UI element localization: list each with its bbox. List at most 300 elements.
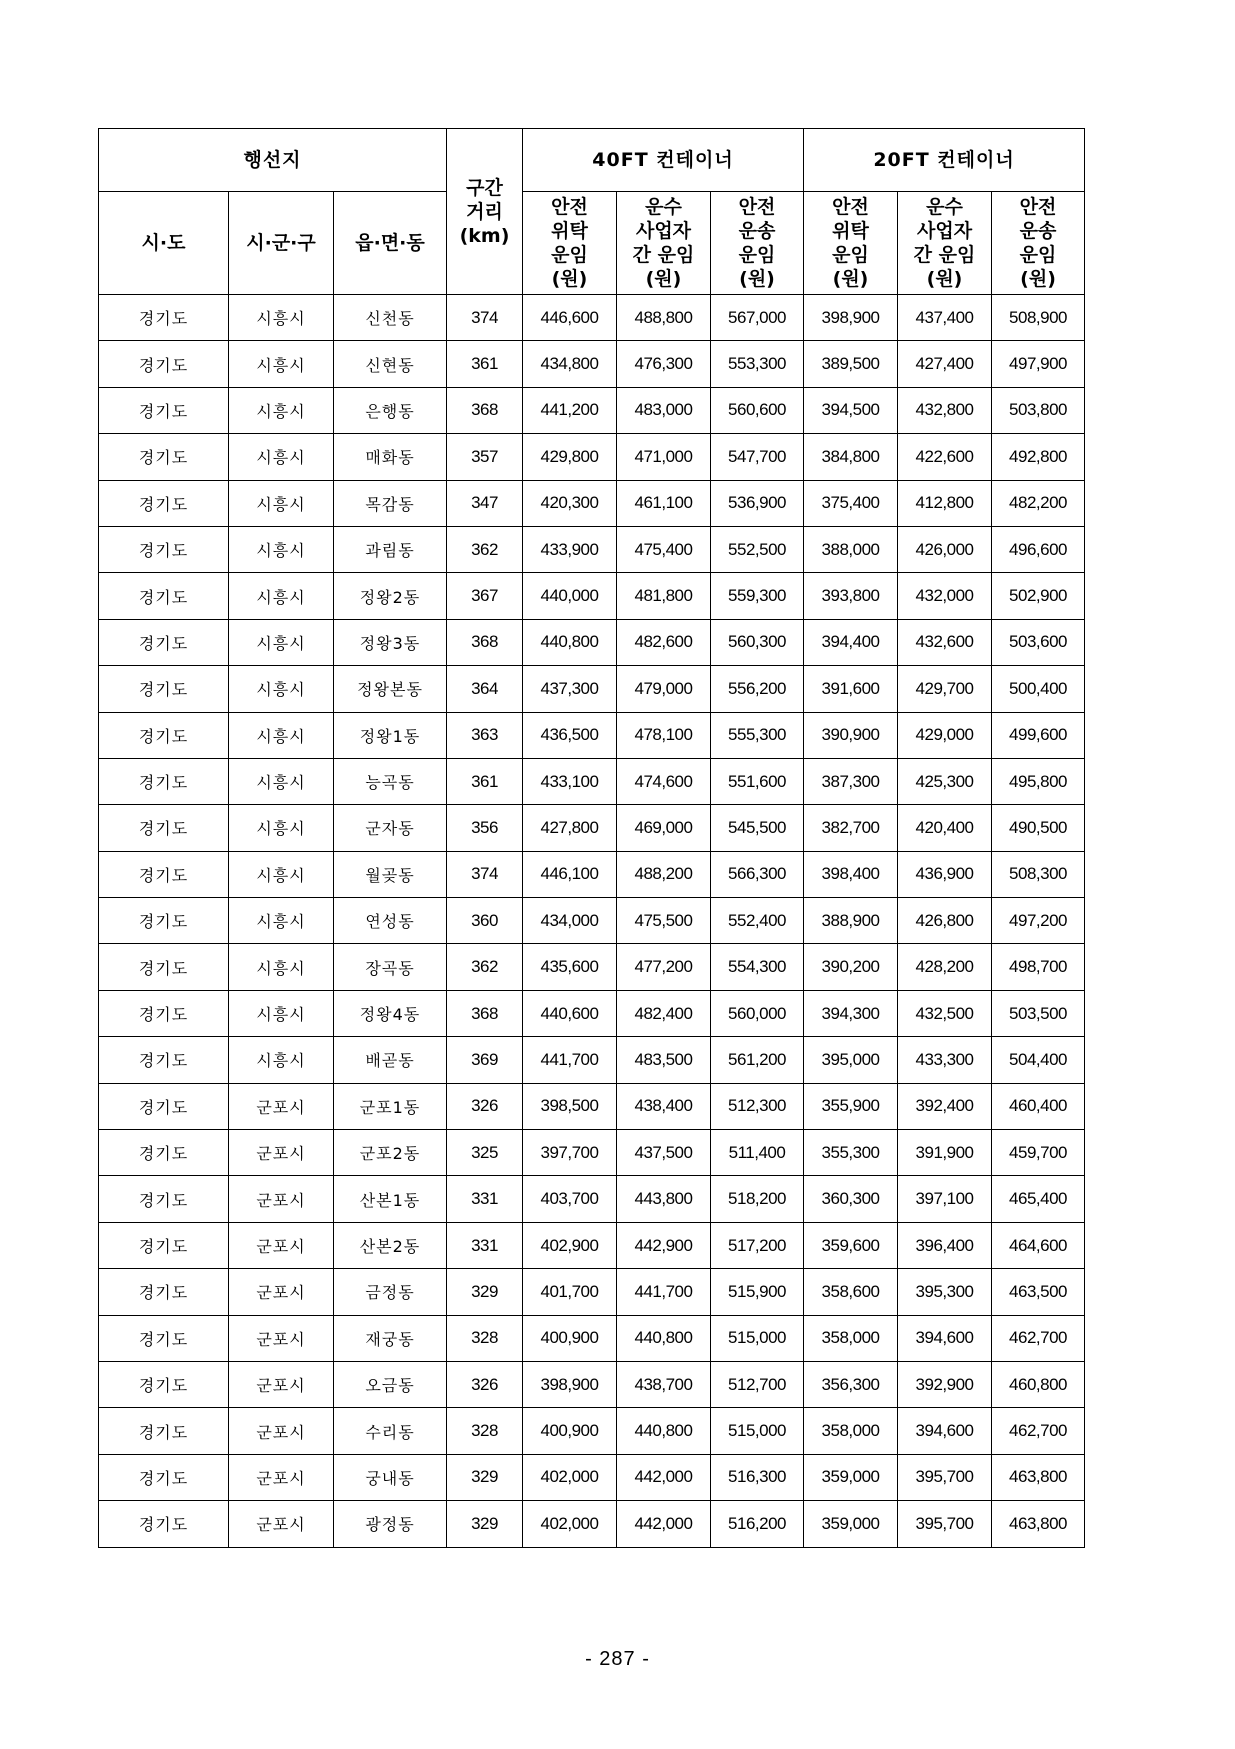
eupmyeondong-cell: 궁내동 [334,1454,447,1500]
20ft-safe-transport-fare-cell: 462,700 [992,1408,1085,1454]
40ft-safe-transport-fare-cell: 517,200 [711,1222,804,1268]
40ft-safe-transport-fare-cell: 567,000 [711,295,804,341]
20ft-carrier-fare-cell: 429,700 [898,666,992,712]
sido-cell: 경기도 [99,1454,229,1500]
eupmyeondong-cell: 재궁동 [334,1315,447,1361]
40ft-carrier-fare-cell: 440,800 [617,1315,711,1361]
20ft-carrier-fare-cell: 432,000 [898,573,992,619]
40ft-safe-transport-fare-cell: 511,400 [711,1130,804,1176]
20ft-safe-transport-fare-cell: 502,900 [992,573,1085,619]
header-line: 운임 [832,244,869,266]
table-row [99,573,1085,619]
40ft-safe-transport-fare-cell: 552,500 [711,526,804,572]
40ft-carrier-fare-cell: 469,000 [617,805,711,851]
sido-cell: 경기도 [99,434,229,480]
40ft-carrier-fare-cell: 471,000 [617,434,711,480]
40ft-safe-consign-fare-cell: 427,800 [523,805,617,851]
distance-header-line: (km) [459,224,510,247]
40ft-carrier-fare-cell: 461,100 [617,480,711,526]
eupmyeondong-cell: 연성동 [334,898,447,944]
eupmyeondong-cell: 군포2동 [334,1130,447,1176]
40ft-safe-consign-fare-header [523,192,617,295]
40ft-safe-consign-fare-cell: 446,600 [523,295,617,341]
40ft-safe-consign-fare-cell: 401,700 [523,1269,617,1315]
distance-cell: 356 [447,805,523,851]
40ft-safe-transport-fare-cell: 553,300 [711,341,804,387]
sido-cell: 경기도 [99,1176,229,1222]
20ft-safe-consign-fare-cell: 388,900 [804,898,898,944]
distance-cell: 360 [447,898,523,944]
header-line: (원) [551,268,588,290]
40ft-carrier-fare-cell: 443,800 [617,1176,711,1222]
distance-cell: 328 [447,1408,523,1454]
20ft-safe-transport-fare-cell: 500,400 [992,666,1085,712]
sido-cell: 경기도 [99,712,229,758]
sido-cell: 경기도 [99,898,229,944]
header-line: (원) [832,268,869,290]
40ft-carrier-fare-cell: 482,400 [617,990,711,1036]
table-row [99,295,1085,341]
20ft-safe-consign-fare-header [804,192,898,295]
20ft-safe-consign-fare-cell: 394,400 [804,619,898,665]
eupmyeondong-cell: 정왕2동 [334,573,447,619]
header-line: 사업자 [916,220,973,242]
20ft-safe-transport-fare-cell: 498,700 [992,944,1085,990]
table-row [99,666,1085,712]
table-row [99,1222,1085,1268]
table-row [99,1037,1085,1083]
eupmyeondong-cell: 목감동 [334,480,447,526]
20ft-safe-transport-fare-cell: 503,600 [992,619,1085,665]
20ft-carrier-fare-cell: 392,900 [898,1361,992,1407]
sigungu-cell: 군포시 [229,1408,334,1454]
table-row [99,712,1085,758]
40ft-safe-consign-fare-cell: 437,300 [523,666,617,712]
sigungu-cell: 군포시 [229,1222,334,1268]
distance-cell: 368 [447,387,523,433]
header-line: 위탁 [832,220,869,242]
header-line: 운수 [645,196,682,218]
20ft-carrier-fare-cell: 427,400 [898,341,992,387]
eupmyeondong-cell: 수리동 [334,1408,447,1454]
40ft-safe-transport-fare-cell: 554,300 [711,944,804,990]
20ft-safe-consign-fare-cell: 355,300 [804,1130,898,1176]
40ft-carrier-fare-cell: 482,600 [617,619,711,665]
20ft-safe-transport-fare-cell: 463,800 [992,1501,1085,1547]
20ft-safe-transport-fare-cell: 503,500 [992,990,1085,1036]
40ft-safe-transport-fare-cell: 516,300 [711,1454,804,1500]
20ft-carrier-fare-cell: 436,900 [898,851,992,897]
40ft-safe-consign-fare-cell: 398,500 [523,1083,617,1129]
40ft-safe-transport-fare-cell: 547,700 [711,434,804,480]
20ft-carrier-fare-cell: 412,800 [898,480,992,526]
table-row [99,480,1085,526]
40ft-safe-transport-fare-cell: 516,200 [711,1501,804,1547]
20ft-carrier-fare-cell: 394,600 [898,1408,992,1454]
20ft-safe-transport-fare-cell: 497,200 [992,898,1085,944]
20ft-safe-transport-fare-cell: 508,300 [992,851,1085,897]
40ft-container-header: 40FT 컨테이너 [523,129,804,192]
table-row [99,434,1085,480]
header-line: 사업자 [635,220,692,242]
40ft-carrier-fare-cell: 442,900 [617,1222,711,1268]
40ft-carrier-fare-cell: 438,700 [617,1361,711,1407]
20ft-carrier-fare-cell: 433,300 [898,1037,992,1083]
40ft-safe-consign-fare-cell: 441,200 [523,387,617,433]
40ft-safe-consign-fare-cell: 434,000 [523,898,617,944]
sido-cell: 경기도 [99,387,229,433]
20ft-carrier-fare-cell: 425,300 [898,758,992,804]
header-line: 간 운임 [632,244,695,266]
20ft-carrier-fare-header [898,192,992,295]
distance-cell: 361 [447,341,523,387]
40ft-carrier-fare-cell: 438,400 [617,1083,711,1129]
20ft-carrier-fare-cell: 394,600 [898,1315,992,1361]
sigungu-cell: 시흥시 [229,573,334,619]
20ft-safe-transport-fare-cell: 508,900 [992,295,1085,341]
distance-cell: 363 [447,712,523,758]
20ft-safe-transport-fare-cell: 463,500 [992,1269,1085,1315]
40ft-carrier-fare-cell: 483,500 [617,1037,711,1083]
sido-cell: 경기도 [99,666,229,712]
20ft-safe-transport-fare-cell: 495,800 [992,758,1085,804]
header-line: 운송 [738,220,776,242]
40ft-safe-consign-fare-cell: 402,900 [523,1222,617,1268]
table-row [99,619,1085,665]
40ft-safe-transport-fare-cell: 556,200 [711,666,804,712]
40ft-carrier-fare-cell: 442,000 [617,1501,711,1547]
eupmyeondong-cell: 은행동 [334,387,447,433]
20ft-safe-transport-fare-cell: 462,700 [992,1315,1085,1361]
20ft-safe-transport-fare-cell: 463,800 [992,1454,1085,1500]
20ft-safe-consign-fare-cell: 393,800 [804,573,898,619]
distance-cell: 369 [447,1037,523,1083]
sido-cell: 경기도 [99,1037,229,1083]
20ft-safe-transport-fare-header [992,192,1085,295]
table-row [99,1501,1085,1547]
20ft-carrier-fare-cell: 396,400 [898,1222,992,1268]
20ft-safe-consign-fare-cell: 359,000 [804,1454,898,1500]
40ft-safe-consign-fare-cell: 440,800 [523,619,617,665]
distance-cell: 357 [447,434,523,480]
20ft-safe-consign-fare-cell: 390,900 [804,712,898,758]
20ft-safe-consign-fare-cell: 389,500 [804,341,898,387]
eupmyeondong-cell: 월곶동 [334,851,447,897]
40ft-safe-transport-fare-cell: 555,300 [711,712,804,758]
20ft-carrier-fare-cell: 437,400 [898,295,992,341]
20ft-container-header: 20FT 컨테이너 [804,129,1085,192]
distance-cell: 329 [447,1269,523,1315]
40ft-safe-transport-fare-cell: 560,600 [711,387,804,433]
20ft-safe-consign-fare-cell: 382,700 [804,805,898,851]
20ft-safe-consign-fare-cell: 390,200 [804,944,898,990]
40ft-safe-transport-fare-cell: 552,400 [711,898,804,944]
20ft-safe-consign-fare-cell: 398,900 [804,295,898,341]
20ft-carrier-fare-cell: 432,500 [898,990,992,1036]
40ft-carrier-fare-cell: 475,400 [617,526,711,572]
eupmyeondong-cell: 매화동 [334,434,447,480]
sigungu-cell: 시흥시 [229,805,334,851]
eupmyeondong-cell: 산본1동 [334,1176,447,1222]
sigungu-cell: 시흥시 [229,990,334,1036]
40ft-carrier-fare-cell: 441,700 [617,1269,711,1315]
distance-header-line: 구간 [466,176,503,199]
40ft-carrier-fare-cell: 479,000 [617,666,711,712]
table-row [99,1361,1085,1407]
40ft-safe-consign-fare-cell: 398,900 [523,1361,617,1407]
sido-cell: 경기도 [99,619,229,665]
sigungu-cell: 시흥시 [229,480,334,526]
40ft-safe-consign-fare-cell: 446,100 [523,851,617,897]
40ft-safe-transport-fare-cell: 566,300 [711,851,804,897]
40ft-safe-consign-fare-cell: 435,600 [523,944,617,990]
eupmyeondong-cell: 과림동 [334,526,447,572]
table-header [99,129,1085,295]
20ft-carrier-fare-cell: 395,700 [898,1454,992,1500]
20ft-safe-consign-fare-cell: 387,300 [804,758,898,804]
40ft-safe-consign-fare-cell: 433,900 [523,526,617,572]
eupmyeondong-cell: 오금동 [334,1361,447,1407]
40ft-carrier-fare-cell: 488,800 [617,295,711,341]
20ft-safe-consign-fare-cell: 375,400 [804,480,898,526]
sido-cell: 경기도 [99,526,229,572]
40ft-safe-consign-fare-cell: 400,900 [523,1315,617,1361]
sido-cell: 경기도 [99,480,229,526]
sido-cell: 경기도 [99,1083,229,1129]
table-row [99,341,1085,387]
40ft-safe-consign-fare-cell: 433,100 [523,758,617,804]
40ft-safe-transport-fare-cell: 515,000 [711,1315,804,1361]
sido-cell: 경기도 [99,573,229,619]
20ft-safe-transport-fare-cell: 499,600 [992,712,1085,758]
40ft-safe-consign-fare-cell: 400,900 [523,1408,617,1454]
sido-header: 시·도 [99,192,229,295]
40ft-carrier-fare-cell: 475,500 [617,898,711,944]
page-number: - 287 - [585,1648,650,1670]
distance-cell: 331 [447,1222,523,1268]
40ft-safe-consign-fare-cell: 434,800 [523,341,617,387]
sigungu-cell: 군포시 [229,1269,334,1315]
20ft-safe-transport-fare-cell: 497,900 [992,341,1085,387]
distance-cell: 325 [447,1130,523,1176]
table-row [99,1315,1085,1361]
40ft-carrier-fare-cell: 442,000 [617,1454,711,1500]
table-row [99,805,1085,851]
20ft-carrier-fare-cell: 420,400 [898,805,992,851]
40ft-carrier-fare-cell: 481,800 [617,573,711,619]
header-line: (원) [926,268,963,290]
distance-cell: 326 [447,1083,523,1129]
eupmyeondong-cell: 정왕1동 [334,712,447,758]
header-line: 운임 [738,244,776,266]
40ft-safe-transport-fare-cell: 512,700 [711,1361,804,1407]
20ft-safe-consign-fare-cell: 394,300 [804,990,898,1036]
distance-cell: 368 [447,990,523,1036]
sigungu-cell: 시흥시 [229,341,334,387]
header-line: 운임 [1019,244,1057,266]
distance-cell: 374 [447,295,523,341]
distance-cell: 331 [447,1176,523,1222]
40ft-safe-transport-fare-cell: 551,600 [711,758,804,804]
20ft-carrier-fare-cell: 395,300 [898,1269,992,1315]
20ft-safe-consign-fare-cell: 360,300 [804,1176,898,1222]
table-row [99,387,1085,433]
sido-cell: 경기도 [99,1408,229,1454]
40ft-safe-transport-fare-cell: 559,300 [711,573,804,619]
eupmyeondong-cell: 광정동 [334,1501,447,1547]
distance-cell: 347 [447,480,523,526]
40ft-safe-consign-fare-cell: 397,700 [523,1130,617,1176]
header-line: 안전 [551,196,588,218]
table-body [99,295,1085,1548]
sido-cell: 경기도 [99,1501,229,1547]
sigungu-cell: 시흥시 [229,712,334,758]
eupmyeondong-cell: 군자동 [334,805,447,851]
20ft-safe-transport-fare-cell: 503,800 [992,387,1085,433]
header-line: (원) [739,268,775,290]
sigungu-cell: 시흥시 [229,758,334,804]
sigungu-cell: 시흥시 [229,295,334,341]
eupmyeondong-cell: 능곡동 [334,758,447,804]
table-row [99,1454,1085,1500]
20ft-carrier-fare-cell: 395,700 [898,1501,992,1547]
header-line: 간 운임 [913,244,976,266]
40ft-carrier-fare-cell: 478,100 [617,712,711,758]
table-row [99,944,1085,990]
eupmyeondong-cell: 신천동 [334,295,447,341]
table-row [99,1408,1085,1454]
20ft-safe-transport-fare-cell: 460,400 [992,1083,1085,1129]
sigungu-cell: 시흥시 [229,851,334,897]
sigungu-cell: 군포시 [229,1176,334,1222]
sigungu-header: 시·군·구 [229,192,334,295]
eupmyeondong-cell: 배곧동 [334,1037,447,1083]
header-line: (원) [645,268,682,290]
distance-cell: 329 [447,1501,523,1547]
40ft-safe-transport-fare-cell: 518,200 [711,1176,804,1222]
20ft-carrier-fare-cell: 432,600 [898,619,992,665]
eupmyeondong-cell: 정왕4동 [334,990,447,1036]
sido-cell: 경기도 [99,1269,229,1315]
40ft-safe-transport-fare-cell: 536,900 [711,480,804,526]
distance-header [447,129,523,295]
20ft-carrier-fare-cell: 429,000 [898,712,992,758]
40ft-carrier-fare-cell: 474,600 [617,758,711,804]
distance-cell: 362 [447,944,523,990]
eupmyeondong-cell: 장곡동 [334,944,447,990]
distance-cell: 368 [447,619,523,665]
40ft-safe-consign-fare-cell: 420,300 [523,480,617,526]
40ft-safe-transport-fare-cell: 560,000 [711,990,804,1036]
sigungu-cell: 군포시 [229,1315,334,1361]
20ft-safe-consign-fare-cell: 358,600 [804,1269,898,1315]
sido-cell: 경기도 [99,1361,229,1407]
table-row [99,758,1085,804]
20ft-carrier-fare-cell: 392,400 [898,1083,992,1129]
header-line: 운임 [551,244,588,266]
20ft-safe-consign-fare-cell: 388,000 [804,526,898,572]
20ft-safe-transport-fare-cell: 496,600 [992,526,1085,572]
40ft-safe-consign-fare-cell: 403,700 [523,1176,617,1222]
table-row [99,526,1085,572]
eupmyeondong-cell: 산본2동 [334,1222,447,1268]
header-line: 안전 [832,196,869,218]
40ft-safe-consign-fare-cell: 429,800 [523,434,617,480]
40ft-carrier-fare-header [617,192,711,295]
20ft-safe-consign-fare-cell: 391,600 [804,666,898,712]
20ft-safe-transport-fare-cell: 459,700 [992,1130,1085,1176]
40ft-safe-consign-fare-cell: 440,000 [523,573,617,619]
sido-cell: 경기도 [99,805,229,851]
distance-cell: 328 [447,1315,523,1361]
sigungu-cell: 군포시 [229,1361,334,1407]
header-line: (원) [1020,268,1056,290]
sido-cell: 경기도 [99,1222,229,1268]
40ft-safe-transport-fare-cell: 560,300 [711,619,804,665]
header-line: 운송 [1019,220,1057,242]
20ft-safe-consign-fare-cell: 356,300 [804,1361,898,1407]
distance-cell: 361 [447,758,523,804]
20ft-safe-consign-fare-cell: 398,400 [804,851,898,897]
40ft-carrier-fare-cell: 476,300 [617,341,711,387]
sigungu-cell: 군포시 [229,1130,334,1176]
20ft-safe-consign-fare-cell: 395,000 [804,1037,898,1083]
20ft-carrier-fare-cell: 426,000 [898,526,992,572]
header-line: 안전 [738,196,776,218]
header-line: 안전 [1019,196,1057,218]
sigungu-cell: 군포시 [229,1083,334,1129]
40ft-safe-transport-fare-cell: 545,500 [711,805,804,851]
destination-header: 행선지 [99,129,447,192]
20ft-safe-transport-fare-cell: 464,600 [992,1222,1085,1268]
20ft-carrier-fare-cell: 391,900 [898,1130,992,1176]
sigungu-cell: 시흥시 [229,387,334,433]
header-line: 운수 [926,196,963,218]
distance-cell: 374 [447,851,523,897]
distance-cell: 329 [447,1454,523,1500]
table-row [99,898,1085,944]
freight-rate-table [98,128,1085,1548]
40ft-safe-consign-fare-cell: 441,700 [523,1037,617,1083]
eupmyeondong-cell: 정왕본동 [334,666,447,712]
40ft-carrier-fare-cell: 488,200 [617,851,711,897]
sigungu-cell: 군포시 [229,1454,334,1500]
40ft-carrier-fare-cell: 437,500 [617,1130,711,1176]
sigungu-cell: 시흥시 [229,1037,334,1083]
sido-cell: 경기도 [99,990,229,1036]
20ft-safe-transport-fare-cell: 482,200 [992,480,1085,526]
sigungu-cell: 시흥시 [229,619,334,665]
40ft-safe-transport-fare-cell: 515,000 [711,1408,804,1454]
distance-header-line: 거리 [466,200,503,223]
table-row [99,1083,1085,1129]
sigungu-cell: 시흥시 [229,666,334,712]
header-line: 위탁 [551,220,588,242]
distance-cell: 362 [447,526,523,572]
20ft-carrier-fare-cell: 422,600 [898,434,992,480]
20ft-safe-consign-fare-cell: 394,500 [804,387,898,433]
eupmyeondong-header: 읍·면·동 [334,192,447,295]
20ft-safe-transport-fare-cell: 504,400 [992,1037,1085,1083]
distance-cell: 364 [447,666,523,712]
table-row [99,1130,1085,1176]
20ft-carrier-fare-cell: 428,200 [898,944,992,990]
20ft-safe-consign-fare-cell: 359,600 [804,1222,898,1268]
20ft-safe-transport-fare-cell: 460,800 [992,1361,1085,1407]
sido-cell: 경기도 [99,758,229,804]
sido-cell: 경기도 [99,341,229,387]
sido-cell: 경기도 [99,851,229,897]
